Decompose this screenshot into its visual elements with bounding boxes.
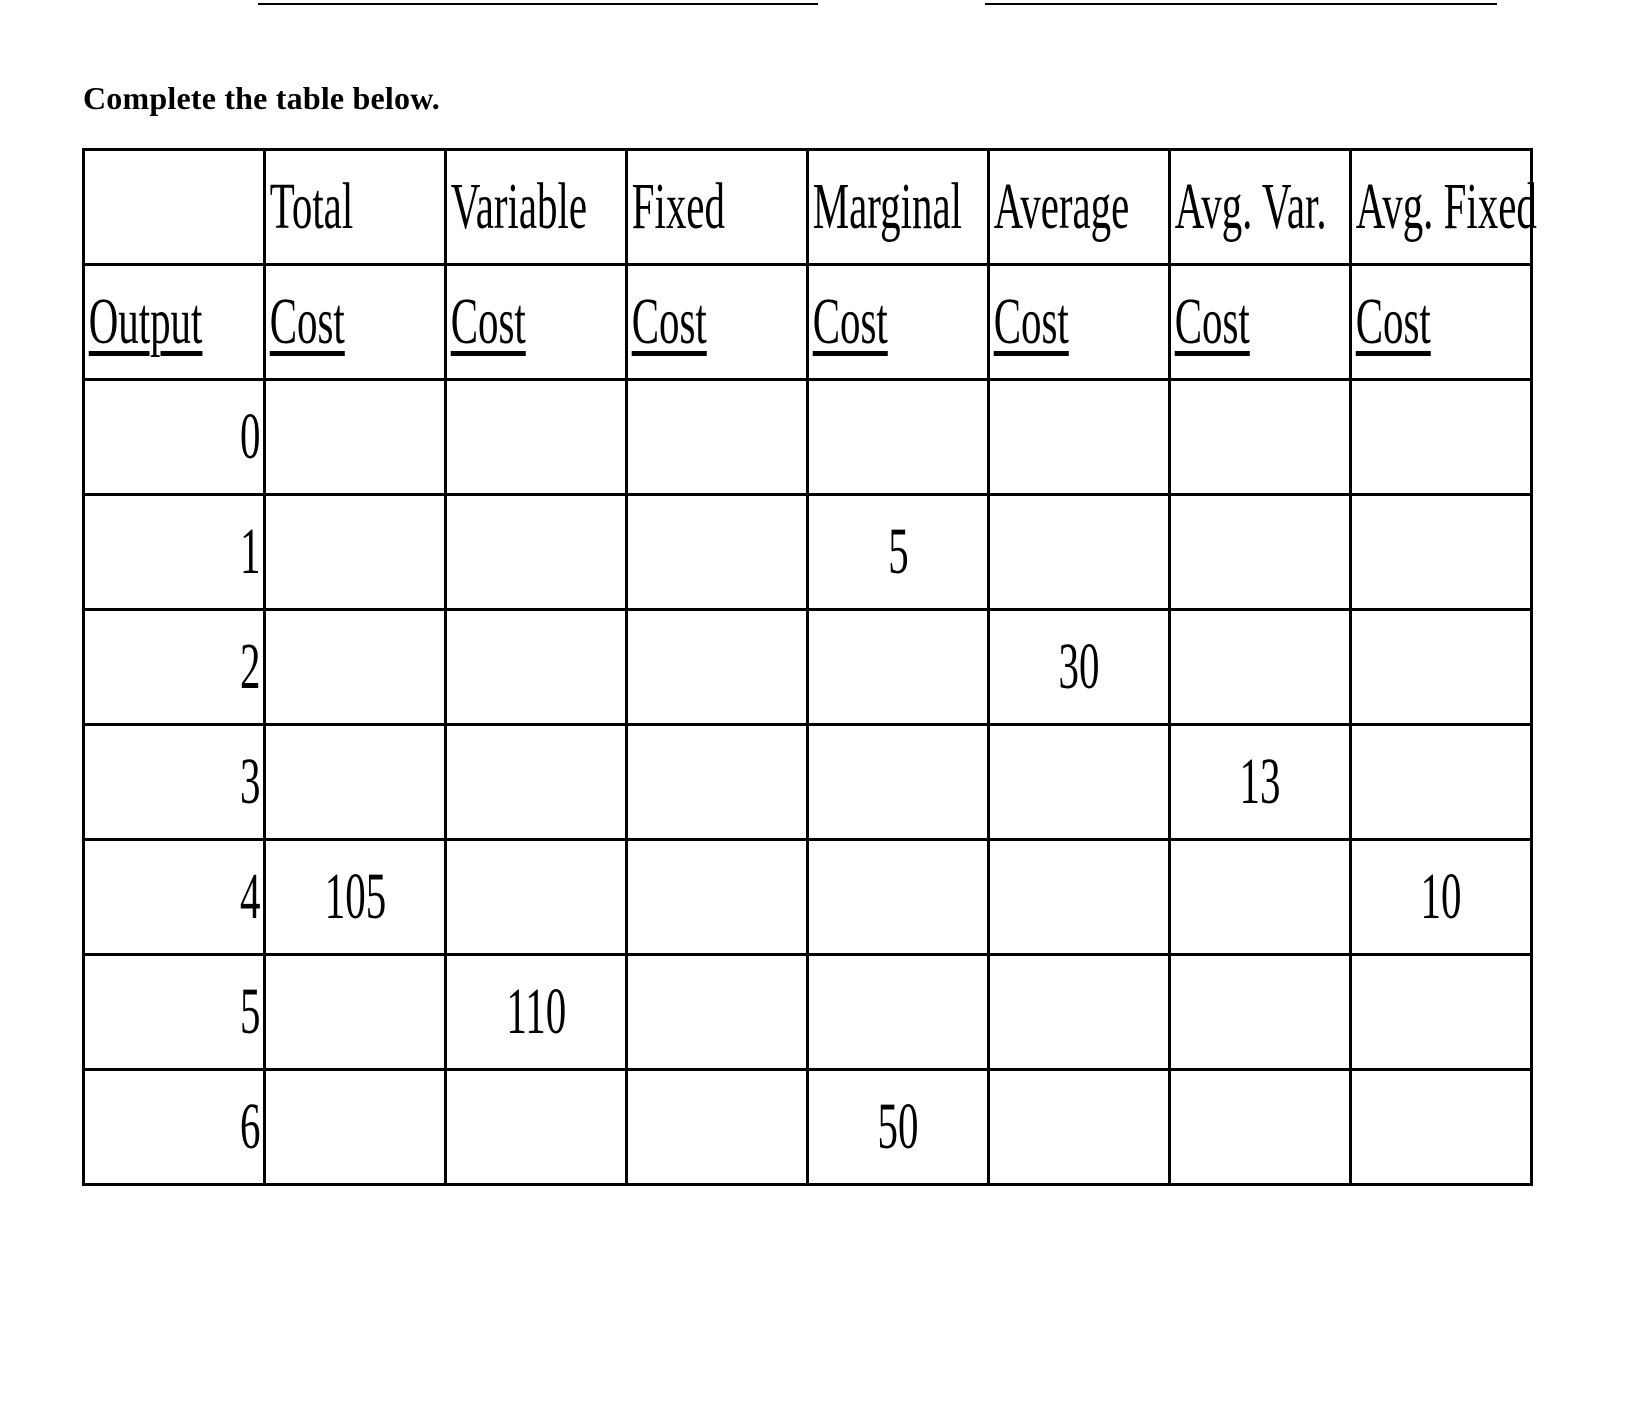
cell-marginal[interactable] [808, 610, 989, 725]
output-value: 2 [240, 629, 261, 703]
header-cell [1170, 150, 1351, 265]
cell-fixed[interactable] [627, 955, 808, 1070]
cell-value: 13 [1239, 744, 1281, 818]
cell-marginal[interactable] [808, 840, 989, 955]
cell-avg-var[interactable] [1170, 610, 1351, 725]
cell-value: 110 [506, 974, 566, 1048]
header-label: Cost [450, 284, 526, 358]
table-row [84, 840, 1532, 955]
cell-fixed[interactable] [627, 495, 808, 610]
cell-marginal[interactable] [808, 1070, 989, 1185]
name-blank-line [258, 3, 818, 5]
cell-avg-var[interactable] [1170, 840, 1351, 955]
header-label: Cost [269, 284, 345, 358]
output-value: 4 [240, 859, 261, 933]
table-row [84, 1070, 1532, 1185]
cell-avg-fixed[interactable] [1351, 955, 1532, 1070]
header-label: Marginal [812, 169, 962, 243]
cell-variable[interactable] [446, 380, 627, 495]
date-blank-line [985, 3, 1497, 5]
header-cell [446, 150, 627, 265]
cell-total[interactable] [265, 955, 446, 1070]
cell-marginal[interactable] [808, 955, 989, 1070]
cell-marginal[interactable] [808, 725, 989, 840]
cell-avg-fixed[interactable] [1351, 495, 1532, 610]
header-label: Cost [1174, 284, 1250, 358]
header-label: Avg. Var. [1174, 169, 1327, 243]
header-cell [265, 265, 446, 380]
cell-avg-fixed[interactable] [1351, 1070, 1532, 1185]
cell-fixed[interactable] [627, 840, 808, 955]
header-label: Total [269, 169, 354, 243]
cell-avg-var[interactable] [1170, 380, 1351, 495]
cell-marginal[interactable] [808, 380, 989, 495]
header-cell [627, 265, 808, 380]
header-cell [84, 265, 265, 380]
cell-avg-fixed[interactable] [1351, 610, 1532, 725]
output-value: 6 [240, 1089, 261, 1163]
cell-average[interactable] [989, 1070, 1170, 1185]
header-cell [84, 150, 265, 265]
cell-average[interactable] [989, 840, 1170, 955]
header-cell [1170, 265, 1351, 380]
output-cell [84, 610, 265, 725]
header-label: Fixed [631, 169, 725, 243]
cell-avg-var[interactable] [1170, 955, 1351, 1070]
cell-average[interactable] [989, 380, 1170, 495]
cell-fixed[interactable] [627, 1070, 808, 1185]
cell-variable[interactable] [446, 725, 627, 840]
cell-variable[interactable] [446, 495, 627, 610]
cost-table [82, 148, 1537, 1186]
cell-variable[interactable] [446, 955, 627, 1070]
cell-total[interactable] [265, 840, 446, 955]
cell-avg-fixed[interactable] [1351, 380, 1532, 495]
cell-total[interactable] [265, 495, 446, 610]
cell-total[interactable] [265, 380, 446, 495]
cell-fixed[interactable] [627, 610, 808, 725]
header-label: Variable [450, 169, 588, 243]
instruction-text: Complete the table below. [83, 80, 440, 116]
output-value: 1 [240, 514, 261, 588]
header-label: Cost [631, 284, 707, 358]
header-label: Cost [993, 284, 1069, 358]
header-cell [446, 265, 627, 380]
header-cell [989, 150, 1170, 265]
table-row [84, 610, 1532, 725]
header-cell [989, 265, 1170, 380]
cell-avg-var[interactable] [1170, 495, 1351, 610]
cell-value: 50 [877, 1089, 919, 1163]
cell-value: 5 [887, 514, 909, 588]
header-label: Output [88, 284, 203, 358]
header-row-top [84, 150, 1532, 265]
output-cell [84, 495, 265, 610]
cell-avg-fixed[interactable] [1351, 725, 1532, 840]
header-label: Cost [812, 284, 888, 358]
output-cell [84, 955, 265, 1070]
table-row [84, 495, 1532, 610]
cell-total[interactable] [265, 610, 446, 725]
cell-average[interactable] [989, 725, 1170, 840]
header-cell [1351, 265, 1532, 380]
header-cell [265, 150, 446, 265]
cell-avg-var[interactable] [1170, 1070, 1351, 1185]
header-cell [808, 150, 989, 265]
cell-average[interactable] [989, 495, 1170, 610]
cell-variable[interactable] [446, 1070, 627, 1185]
output-cell [84, 1070, 265, 1185]
header-cell [627, 150, 808, 265]
header-row-bottom [84, 265, 1532, 380]
output-value: 3 [240, 744, 261, 818]
cell-value: 105 [324, 859, 386, 933]
output-cell [84, 725, 265, 840]
output-value: 5 [240, 974, 261, 1048]
cell-value: 30 [1058, 629, 1100, 703]
cell-fixed[interactable] [627, 380, 808, 495]
table-row [84, 725, 1532, 840]
cell-fixed[interactable] [627, 725, 808, 840]
output-value: 0 [240, 399, 261, 473]
header-label: Average [993, 169, 1130, 243]
table-row [84, 380, 1532, 495]
header-label: Cost [1355, 284, 1431, 358]
cell-average[interactable] [989, 955, 1170, 1070]
output-cell [84, 380, 265, 495]
cell-avg-fixed[interactable] [1351, 840, 1532, 955]
cell-marginal[interactable] [808, 495, 989, 610]
header-label: Avg. Fixed [1355, 169, 1537, 243]
cell-variable[interactable] [446, 610, 627, 725]
output-cell [84, 840, 265, 955]
cell-total[interactable] [265, 1070, 446, 1185]
cell-variable[interactable] [446, 840, 627, 955]
cell-value: 10 [1420, 859, 1462, 933]
cell-total[interactable] [265, 725, 446, 840]
header-cell [808, 265, 989, 380]
header-cell [1351, 150, 1537, 265]
cell-avg-var[interactable] [1170, 725, 1351, 840]
cell-average[interactable] [989, 610, 1170, 725]
table-row [84, 955, 1532, 1070]
